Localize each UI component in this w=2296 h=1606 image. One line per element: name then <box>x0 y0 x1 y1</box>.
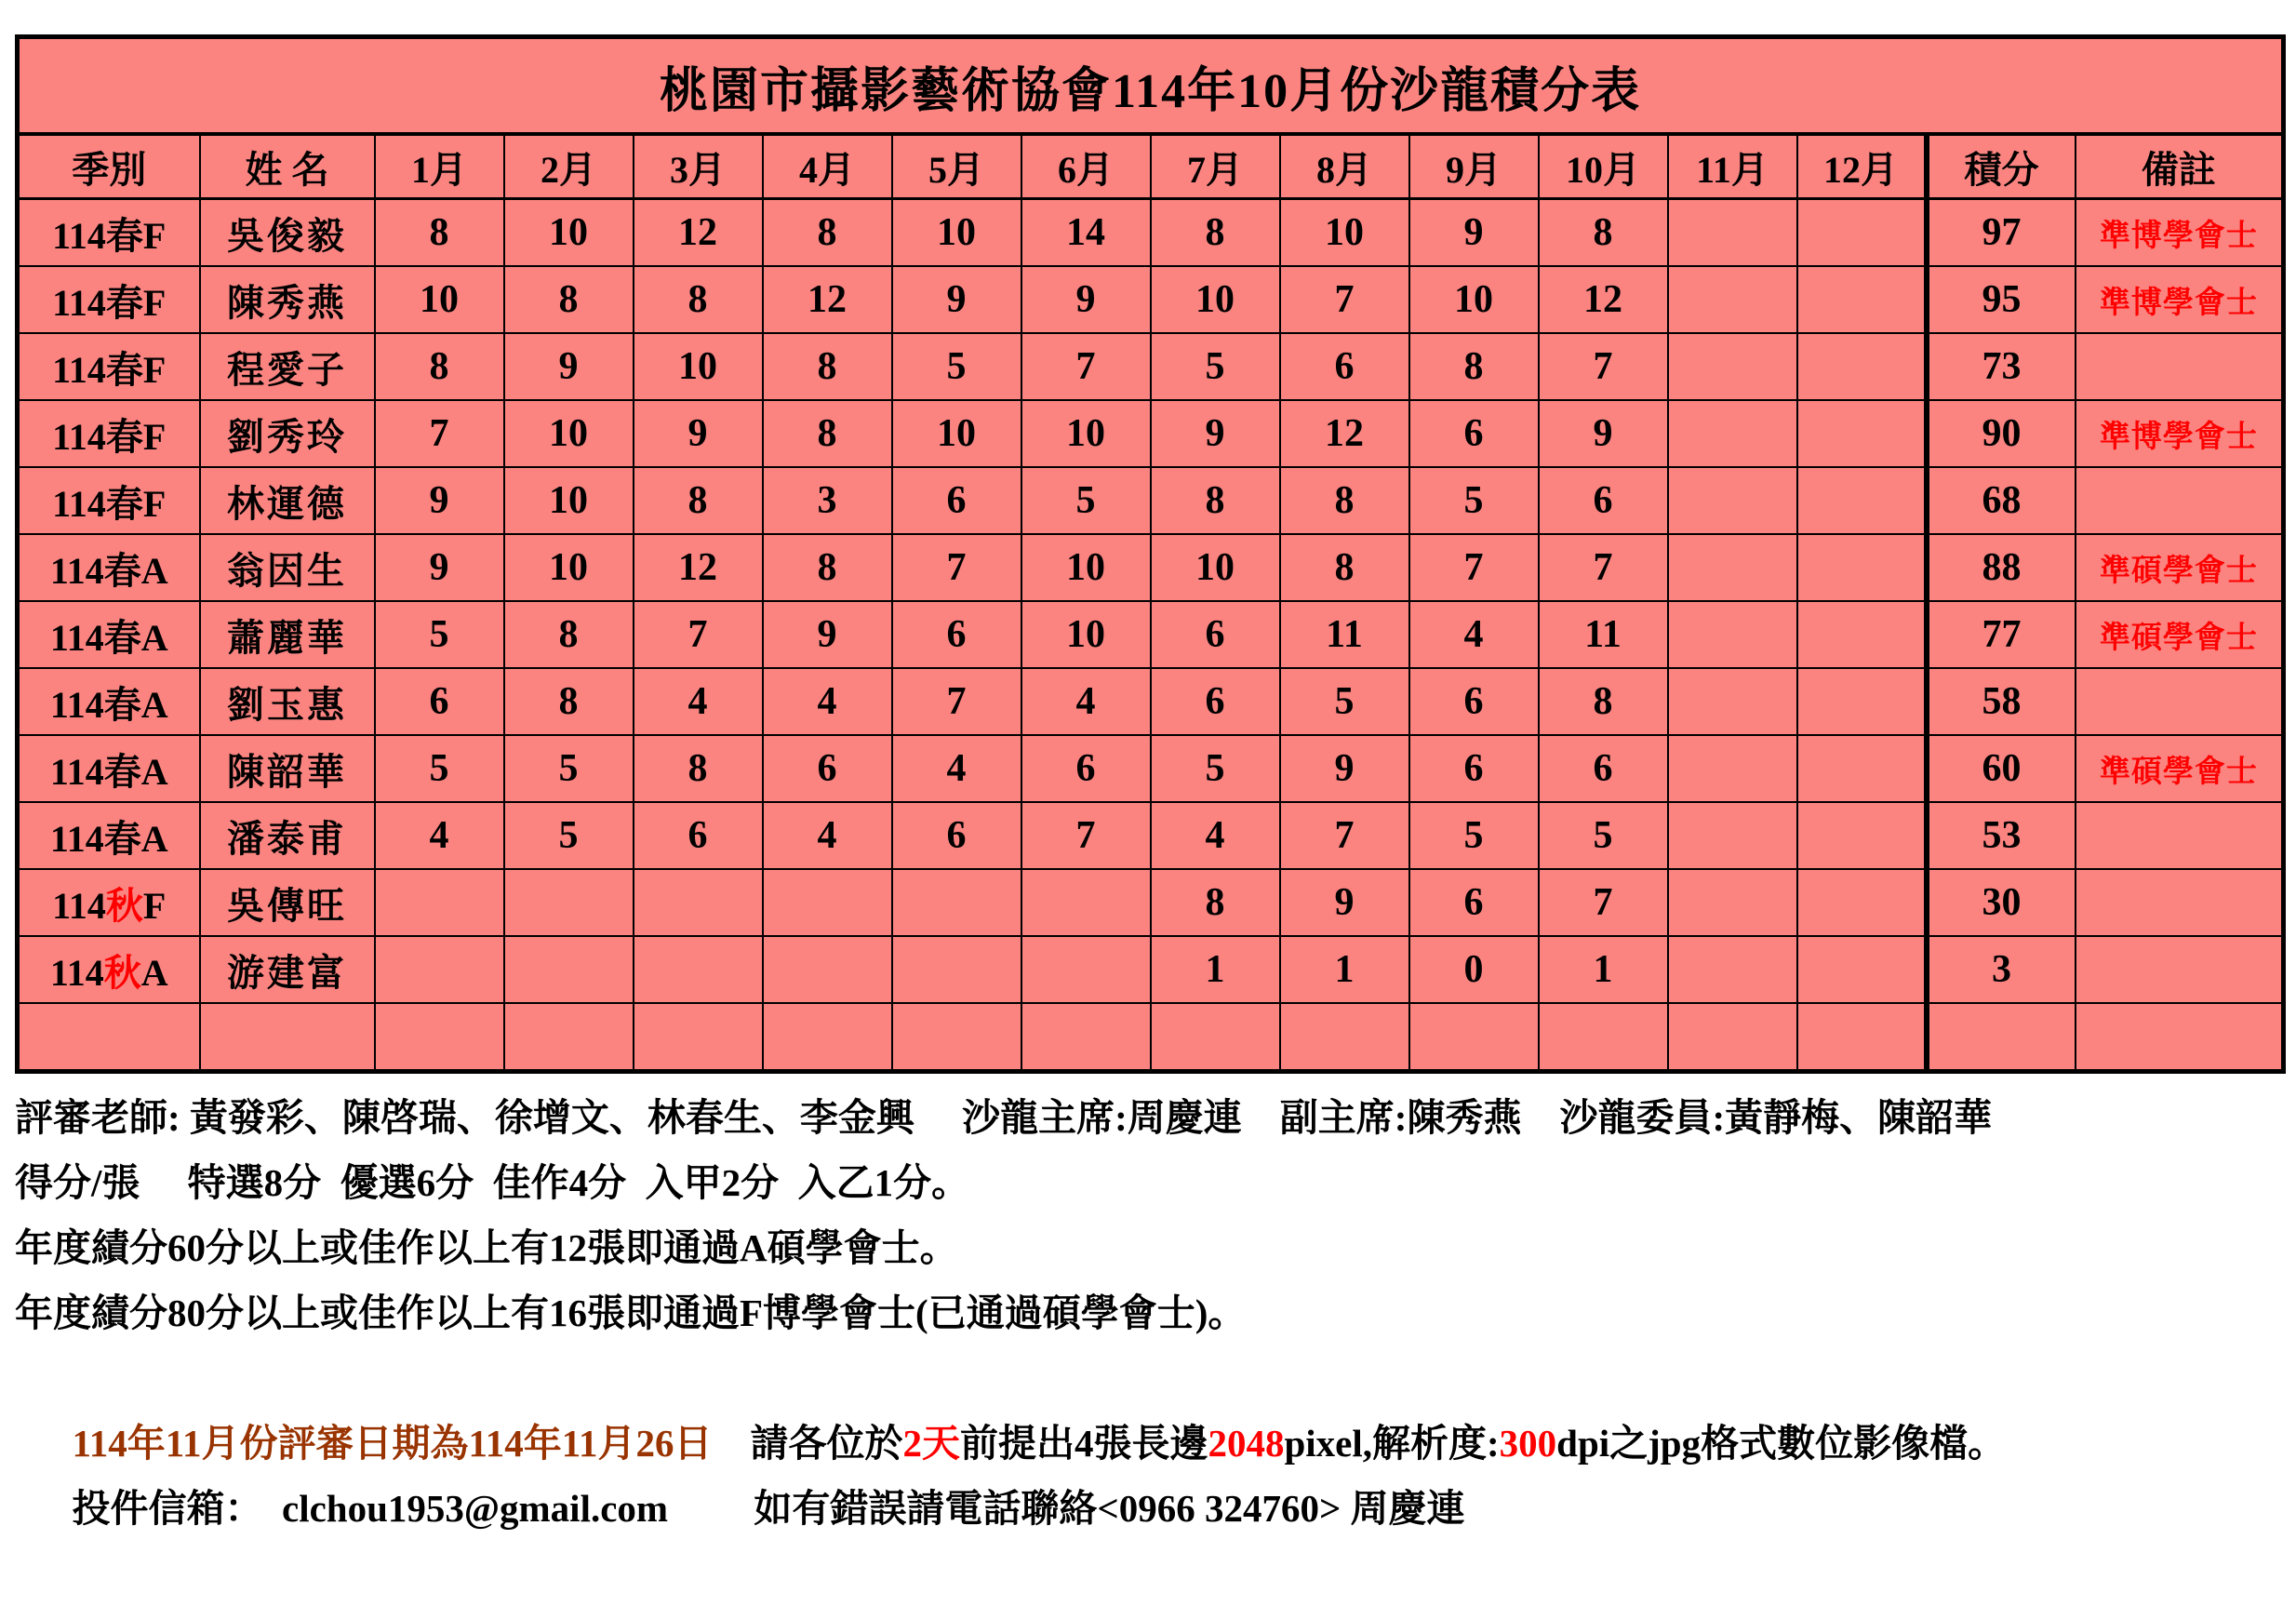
total-cell: 53 <box>1927 802 2076 869</box>
month-score-cell: 4 <box>634 668 763 735</box>
month-score-cell: 12 <box>634 199 763 267</box>
name-cell: 劉秀玲 <box>200 400 375 467</box>
season-part: F <box>142 214 167 257</box>
name-cell: 蕭麗華 <box>200 601 375 668</box>
month-score-cell: 4 <box>892 735 1021 802</box>
month-score-cell: 8 <box>763 400 892 467</box>
month-score-cell: 10 <box>892 199 1021 267</box>
month-score-cell: 8 <box>763 333 892 400</box>
total-cell: 60 <box>1927 735 2076 802</box>
col-header-month-6: 6月 <box>1021 134 1151 199</box>
month-score-cell: 8 <box>634 735 763 802</box>
season-part: 春 <box>103 616 141 659</box>
name-cell: 劉玉惠 <box>200 668 375 735</box>
name-cell: 游建富 <box>200 936 375 1003</box>
month-score-cell <box>1151 1003 1280 1072</box>
season-cell <box>18 735 200 802</box>
month-score-cell <box>1668 601 1797 668</box>
season-part: 春 <box>105 482 143 525</box>
season-part: 114 <box>49 549 104 592</box>
name-cell: 陳秀燕 <box>200 266 375 333</box>
month-score-cell <box>375 936 504 1003</box>
season-part: 春 <box>103 683 141 726</box>
contact-phone-text: 如有錯誤請電話聯絡<0966 324760> 周慶連 <box>668 1487 1465 1530</box>
month-score-cell <box>1797 266 1927 333</box>
name-cell <box>200 1003 375 1072</box>
total-cell <box>1927 1003 2076 1072</box>
dpi-highlight: 300 <box>1499 1422 1557 1465</box>
month-score-cell: 6 <box>892 802 1021 869</box>
table-row <box>18 400 2284 467</box>
season-part: 春 <box>105 214 143 257</box>
table-row <box>18 467 2284 534</box>
month-score-cell: 14 <box>1021 199 1151 267</box>
table-row <box>18 266 2284 333</box>
name-cell: 林運德 <box>200 467 375 534</box>
month-score-cell: 7 <box>1280 266 1409 333</box>
col-header-total: 積分 <box>1927 134 2076 199</box>
score-table <box>15 34 2286 1074</box>
season-cell <box>18 534 200 601</box>
month-score-cell: 6 <box>1151 601 1280 668</box>
table-row <box>18 333 2284 400</box>
month-score-cell: 6 <box>1409 668 1539 735</box>
month-score-cell: 10 <box>1409 266 1539 333</box>
season-part: 114 <box>52 482 106 525</box>
season-part: 春 <box>105 348 143 391</box>
season-part: A <box>140 750 168 793</box>
month-score-cell: 8 <box>763 199 892 267</box>
month-score-cell: 7 <box>1021 802 1151 869</box>
month-score-cell <box>504 869 634 936</box>
month-score-cell: 8 <box>763 534 892 601</box>
col-header-remark: 備註 <box>2076 134 2284 199</box>
month-score-cell: 10 <box>504 534 634 601</box>
season-cell <box>18 199 200 267</box>
month-score-cell <box>1797 869 1927 936</box>
month-score-cell: 5 <box>1280 668 1409 735</box>
deadline-text-1: 請各位於 <box>712 1422 903 1465</box>
remark-cell <box>2076 1003 2284 1072</box>
month-score-cell <box>1021 936 1151 1003</box>
season-cell <box>18 936 200 1003</box>
col-header-name: 姓 名 <box>200 134 375 199</box>
col-header-month-4: 4月 <box>763 134 892 199</box>
page-title: 桃園市攝影藝術協會114年10月份沙龍積分表 <box>18 37 2284 135</box>
month-score-cell: 12 <box>1539 266 1668 333</box>
month-score-cell <box>1021 1003 1151 1072</box>
month-score-cell <box>1668 333 1797 400</box>
month-score-cell: 8 <box>375 333 504 400</box>
col-header-month-3: 3月 <box>634 134 763 199</box>
col-header-month-12: 12月 <box>1797 134 1927 199</box>
month-score-cell: 6 <box>892 601 1021 668</box>
season-part: 春 <box>103 549 141 592</box>
table-row <box>18 1003 2284 1072</box>
month-score-cell <box>1668 467 1797 534</box>
table-row <box>18 802 2284 869</box>
month-score-cell: 4 <box>1151 802 1280 869</box>
month-score-cell: 7 <box>1021 333 1151 400</box>
season-part: F <box>142 884 167 927</box>
month-score-cell: 1 <box>1539 936 1668 1003</box>
month-score-cell <box>892 1003 1021 1072</box>
season-cell <box>18 400 200 467</box>
deadline-text-2: 前提出4張長邊 <box>959 1422 1208 1465</box>
month-score-cell: 4 <box>375 802 504 869</box>
total-cell: 73 <box>1927 333 2076 400</box>
month-score-cell <box>1797 735 1927 802</box>
month-score-cell: 6 <box>1151 668 1280 735</box>
season-part: 114 <box>52 415 106 458</box>
season-part: A <box>140 683 168 726</box>
month-score-cell: 6 <box>1539 735 1668 802</box>
remark-cell: 準碩學會士 <box>2076 735 2284 802</box>
month-score-cell: 7 <box>634 601 763 668</box>
month-score-cell: 9 <box>504 333 634 400</box>
month-score-cell: 8 <box>1409 333 1539 400</box>
month-score-cell: 8 <box>1539 668 1668 735</box>
month-score-cell: 9 <box>375 467 504 534</box>
month-score-cell: 6 <box>375 668 504 735</box>
season-part: 春 <box>103 817 141 860</box>
month-score-cell: 10 <box>375 266 504 333</box>
remark-cell <box>2076 333 2284 400</box>
judges-line: 評審老師: 黃發彩、陳啓瑞、徐增文、林春生、李金興 沙龍主席:周慶連 副主席:陳秀燕 沙龍委員:黃靜梅、陳韶華 <box>15 1096 1993 1139</box>
month-score-cell <box>892 869 1021 936</box>
month-score-cell: 3 <box>763 467 892 534</box>
month-score-cell: 1 <box>1151 936 1280 1003</box>
month-score-cell: 5 <box>504 802 634 869</box>
remark-cell <box>2076 467 2284 534</box>
remark-cell: 準博學會士 <box>2076 199 2284 267</box>
remark-cell <box>2076 869 2284 936</box>
month-score-cell: 9 <box>1151 400 1280 467</box>
name-cell: 陳韶華 <box>200 735 375 802</box>
a-fellow-rule-line: 年度績分60分以上或佳作以上有12張即通過A碩學會士。 <box>15 1226 958 1269</box>
month-score-cell: 8 <box>1539 199 1668 267</box>
season-cell <box>18 802 200 869</box>
total-cell: 88 <box>1927 534 2076 601</box>
season-part: A <box>140 817 168 860</box>
month-score-cell <box>375 1003 504 1072</box>
month-score-cell: 8 <box>1151 869 1280 936</box>
month-score-cell: 11 <box>1280 601 1409 668</box>
month-score-cell: 10 <box>892 400 1021 467</box>
season-part: 114 <box>52 214 106 257</box>
month-score-cell: 8 <box>1151 467 1280 534</box>
month-score-cell: 7 <box>892 534 1021 601</box>
season-part: 春 <box>105 281 143 324</box>
col-header-month-10: 10月 <box>1539 134 1668 199</box>
month-score-cell: 4 <box>763 802 892 869</box>
month-score-cell: 5 <box>1409 802 1539 869</box>
name-cell: 翁因生 <box>200 534 375 601</box>
month-score-cell: 9 <box>1021 266 1151 333</box>
total-cell: 3 <box>1927 936 2076 1003</box>
remark-cell: 準博學會士 <box>2076 266 2284 333</box>
deadline-days-highlight: 2天 <box>902 1422 960 1465</box>
month-score-cell <box>634 869 763 936</box>
season-part: 秋 <box>105 884 143 927</box>
month-score-cell: 8 <box>504 668 634 735</box>
month-score-cell <box>1668 1003 1797 1072</box>
col-header-season: 季別 <box>18 134 200 199</box>
month-score-cell: 10 <box>1151 266 1280 333</box>
month-score-cell: 7 <box>1539 333 1668 400</box>
month-score-cell <box>892 936 1021 1003</box>
total-cell: 90 <box>1927 400 2076 467</box>
season-cell <box>18 467 200 534</box>
review-date-text: 114年11月份評審日期為114年11月26日 <box>72 1422 713 1465</box>
month-score-cell <box>1668 802 1797 869</box>
total-cell: 97 <box>1927 199 2076 267</box>
remark-cell: 準博學會士 <box>2076 400 2284 467</box>
month-score-cell: 5 <box>1151 735 1280 802</box>
month-score-cell: 6 <box>1021 735 1151 802</box>
month-score-cell: 7 <box>1280 802 1409 869</box>
month-score-cell: 10 <box>504 400 634 467</box>
month-score-cell <box>1797 534 1927 601</box>
month-score-cell: 10 <box>1021 400 1151 467</box>
month-score-cell <box>634 936 763 1003</box>
season-part: 春 <box>105 415 143 458</box>
month-score-cell: 7 <box>1539 869 1668 936</box>
remark-cell <box>2076 802 2284 869</box>
month-score-cell: 5 <box>375 601 504 668</box>
name-cell: 程愛子 <box>200 333 375 400</box>
season-part: A <box>140 549 168 592</box>
month-score-cell: 9 <box>634 400 763 467</box>
table-row <box>18 601 2284 668</box>
month-score-cell <box>763 869 892 936</box>
month-score-cell: 8 <box>504 266 634 333</box>
season-cell <box>18 668 200 735</box>
season-part: 114 <box>49 616 104 659</box>
remark-cell <box>2076 668 2284 735</box>
footer-notes <box>15 1085 2285 1530</box>
month-score-cell <box>763 1003 892 1072</box>
season-part: 114 <box>52 281 106 324</box>
month-score-cell <box>1668 869 1797 936</box>
col-header-month-8: 8月 <box>1280 134 1409 199</box>
month-score-cell: 10 <box>504 199 634 267</box>
total-cell: 58 <box>1927 668 2076 735</box>
name-cell: 潘泰甫 <box>200 802 375 869</box>
month-score-cell <box>1797 802 1927 869</box>
month-score-cell <box>1797 1003 1927 1072</box>
season-cell <box>18 869 200 936</box>
month-score-cell: 9 <box>1539 400 1668 467</box>
season-part: 114 <box>52 884 106 927</box>
month-score-cell: 6 <box>1539 467 1668 534</box>
month-score-cell: 8 <box>634 467 763 534</box>
deadline-text-3: pixel,解析度: <box>1284 1422 1500 1465</box>
month-score-cell: 10 <box>634 333 763 400</box>
month-score-cell <box>375 869 504 936</box>
month-score-cell: 9 <box>892 266 1021 333</box>
total-cell: 95 <box>1927 266 2076 333</box>
title-row <box>18 37 2284 135</box>
month-score-cell: 0 <box>1409 936 1539 1003</box>
col-header-month-7: 7月 <box>1151 134 1280 199</box>
deadline-text-4: dpi之jpg格式數位影像檔。 <box>1556 1422 2007 1465</box>
month-score-cell: 8 <box>634 266 763 333</box>
total-cell: 68 <box>1927 467 2076 534</box>
pixel-size-highlight: 2048 <box>1208 1422 1285 1465</box>
month-score-cell: 8 <box>375 199 504 267</box>
month-score-cell: 6 <box>1280 333 1409 400</box>
month-score-cell <box>1797 601 1927 668</box>
month-score-cell <box>1668 266 1797 333</box>
month-score-cell: 9 <box>763 601 892 668</box>
col-header-month-1: 1月 <box>375 134 504 199</box>
month-score-cell <box>504 1003 634 1072</box>
name-cell: 吳傳旺 <box>200 869 375 936</box>
f-fellow-rule-line: 年度績分80分以上或佳作以上有16張即通過F博學會士(已通過碩學會士)。 <box>15 1291 1247 1334</box>
season-part: 114 <box>49 750 104 793</box>
header-row <box>18 134 2284 199</box>
season-cell <box>18 333 200 400</box>
month-score-cell: 5 <box>375 735 504 802</box>
month-score-cell <box>1668 735 1797 802</box>
month-score-cell: 5 <box>1409 467 1539 534</box>
month-score-cell <box>1668 936 1797 1003</box>
month-score-cell <box>1668 534 1797 601</box>
month-score-cell: 6 <box>1409 735 1539 802</box>
season-cell <box>18 1003 200 1072</box>
season-part: F <box>142 415 167 458</box>
month-score-cell: 9 <box>1409 199 1539 267</box>
month-score-cell: 7 <box>892 668 1021 735</box>
month-score-cell: 12 <box>634 534 763 601</box>
month-score-cell: 6 <box>763 735 892 802</box>
month-score-cell: 8 <box>504 601 634 668</box>
season-part: F <box>142 348 167 391</box>
month-score-cell: 7 <box>1409 534 1539 601</box>
season-part: 114 <box>49 817 104 860</box>
season-part: 114 <box>49 683 104 726</box>
month-score-cell <box>504 936 634 1003</box>
month-score-cell: 6 <box>892 467 1021 534</box>
month-score-cell: 7 <box>1539 534 1668 601</box>
month-score-cell <box>1797 400 1927 467</box>
month-score-cell: 6 <box>1409 400 1539 467</box>
col-header-month-9: 9月 <box>1409 134 1539 199</box>
month-score-cell: 8 <box>1151 199 1280 267</box>
season-part: 114 <box>49 951 104 994</box>
month-score-cell: 5 <box>1151 333 1280 400</box>
month-score-cell <box>1409 1003 1539 1072</box>
month-score-cell: 10 <box>1021 601 1151 668</box>
month-score-cell: 5 <box>1021 467 1151 534</box>
remark-cell: 準碩學會士 <box>2076 601 2284 668</box>
season-part: 春 <box>103 750 141 793</box>
season-cell <box>18 601 200 668</box>
season-part: 114 <box>52 348 106 391</box>
scoring-rule-line: 得分/張 特選8分 優選6分 佳作4分 入甲2分 入乙1分。 <box>15 1161 970 1204</box>
col-header-month-5: 5月 <box>892 134 1021 199</box>
email-label: 投件信箱： <box>72 1487 282 1530</box>
month-score-cell: 8 <box>1280 534 1409 601</box>
score-table-body <box>18 199 2284 1072</box>
month-score-cell: 8 <box>1280 467 1409 534</box>
month-score-cell <box>634 1003 763 1072</box>
month-score-cell <box>1797 467 1927 534</box>
season-cell <box>18 266 200 333</box>
remark-cell <box>2076 936 2284 1003</box>
month-score-cell <box>1797 333 1927 400</box>
month-score-cell <box>763 936 892 1003</box>
table-row <box>18 668 2284 735</box>
season-part: A <box>140 951 168 994</box>
table-row <box>18 735 2284 802</box>
month-score-cell <box>1539 1003 1668 1072</box>
total-cell: 30 <box>1927 869 2076 936</box>
month-score-cell: 10 <box>1151 534 1280 601</box>
month-score-cell: 1 <box>1280 936 1409 1003</box>
month-score-cell: 5 <box>892 333 1021 400</box>
month-score-cell: 11 <box>1539 601 1668 668</box>
month-score-cell <box>1797 199 1927 267</box>
month-score-cell <box>1797 936 1927 1003</box>
month-score-cell: 4 <box>763 668 892 735</box>
season-part: A <box>140 616 168 659</box>
month-score-cell: 10 <box>504 467 634 534</box>
name-cell: 吳俊毅 <box>200 199 375 267</box>
month-score-cell <box>1021 869 1151 936</box>
table-row <box>18 534 2284 601</box>
month-score-cell: 4 <box>1409 601 1539 668</box>
month-score-cell: 5 <box>1539 802 1668 869</box>
table-row <box>18 199 2284 267</box>
month-score-cell: 9 <box>375 534 504 601</box>
month-score-cell: 4 <box>1021 668 1151 735</box>
month-score-cell <box>1797 668 1927 735</box>
month-score-cell: 7 <box>375 400 504 467</box>
month-score-cell <box>1280 1003 1409 1072</box>
total-cell: 77 <box>1927 601 2076 668</box>
month-score-cell: 9 <box>1280 735 1409 802</box>
month-score-cell: 9 <box>1280 869 1409 936</box>
table-row <box>18 869 2284 936</box>
month-score-cell: 12 <box>763 266 892 333</box>
col-header-month-2: 2月 <box>504 134 634 199</box>
season-part: F <box>142 482 167 525</box>
month-score-cell: 6 <box>634 802 763 869</box>
email-address: clchou1953@gmail.com <box>282 1487 669 1530</box>
month-score-cell <box>1668 400 1797 467</box>
month-score-cell: 12 <box>1280 400 1409 467</box>
season-part: 秋 <box>103 951 141 994</box>
deadline-line <box>15 1345 2285 1465</box>
month-score-cell: 10 <box>1021 534 1151 601</box>
month-score-cell: 10 <box>1280 199 1409 267</box>
remark-cell: 準碩學會士 <box>2076 534 2284 601</box>
season-part: F <box>142 281 167 324</box>
month-score-cell <box>1668 199 1797 267</box>
month-score-cell <box>1668 668 1797 735</box>
table-row <box>18 936 2284 1003</box>
col-header-month-11: 11月 <box>1668 134 1797 199</box>
month-score-cell: 5 <box>504 735 634 802</box>
month-score-cell: 6 <box>1409 869 1539 936</box>
